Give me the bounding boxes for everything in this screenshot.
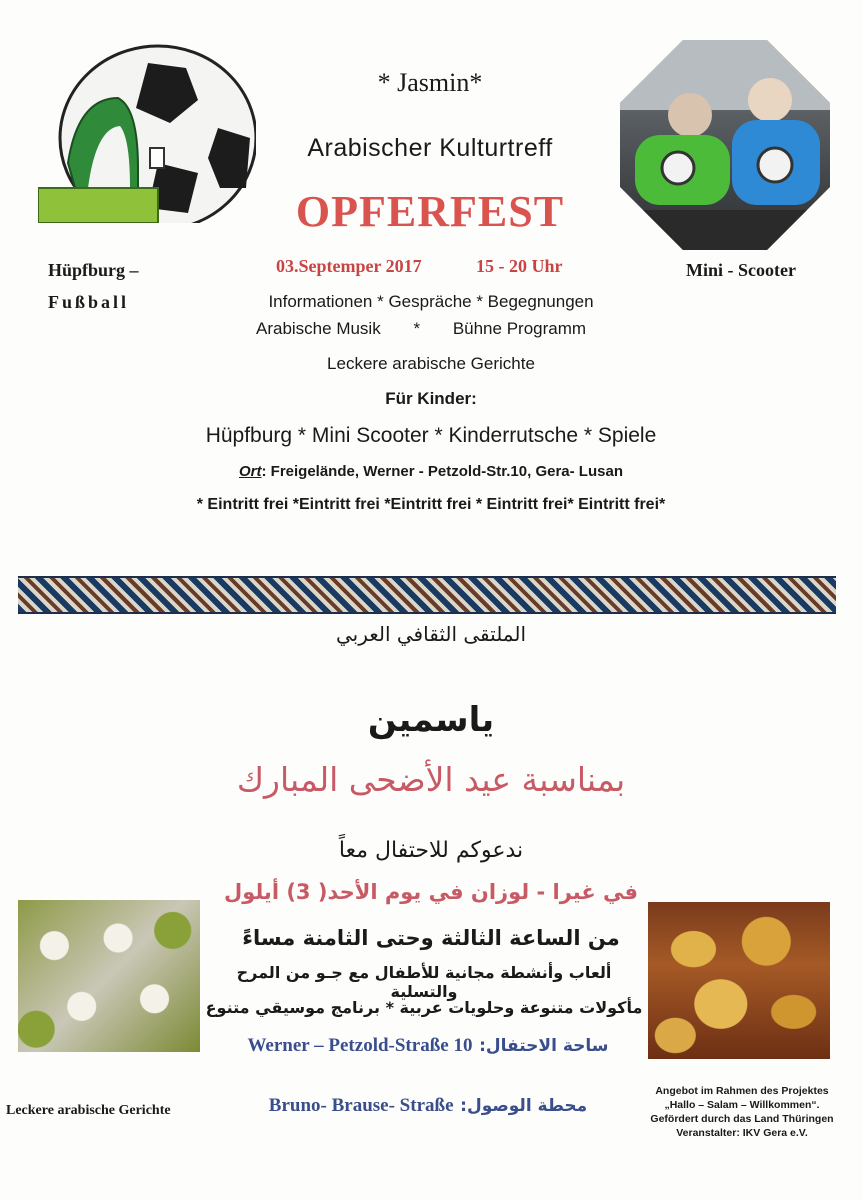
location-label: Ort bbox=[239, 463, 262, 480]
bouncy-castle-image bbox=[38, 38, 256, 223]
venue-label: ساحة الاحتفال: bbox=[479, 1036, 609, 1056]
location-line bbox=[120, 463, 742, 480]
stage-text: Bühne Programm bbox=[452, 319, 587, 338]
arabic-food: مأكولات متنوعة وحلويات عربية * برنامج موسيقي متنوع bbox=[205, 998, 643, 1017]
footer-credits bbox=[626, 1084, 858, 1140]
footer-line2: „Hallo – Salam – Willkommen“. bbox=[664, 1099, 820, 1111]
footer-line3: Gefördert durch das Land Thüringen bbox=[650, 1113, 834, 1125]
arabic-org-name: الملتقى الثقافي العربي bbox=[335, 622, 527, 646]
food-image-caption: Leckere arabische Gerichte bbox=[6, 1103, 171, 1118]
arabic-where-when: في غيرا - لوزان في يوم الأحد( 3) أيلول bbox=[223, 880, 639, 904]
program-line2 bbox=[256, 319, 656, 339]
venue-street: Werner – Petzold-Straße 10 bbox=[247, 1035, 473, 1056]
decorative-border bbox=[18, 576, 836, 614]
arabic-sweets-image bbox=[18, 900, 200, 1052]
food-text: Leckere arabische Gerichte bbox=[327, 354, 535, 373]
stop-line bbox=[204, 1094, 652, 1117]
organizer-title: Arabischer Kulturtreff bbox=[307, 134, 553, 162]
arabic-activities: ألعاب وأنشطة مجانية للأطفال مع جـو من المرح والتسلية bbox=[236, 963, 612, 1001]
arabic-event-name: ياسمين bbox=[367, 700, 495, 740]
event-time: 15 - 20 Uhr bbox=[476, 256, 563, 276]
mini-scooter-image bbox=[620, 40, 830, 250]
event-title: OPFERFEST bbox=[295, 187, 565, 236]
free-entry-line: * Eintritt frei *Eintritt frei *Eintritt frei * Eintritt frei* Eintritt frei* bbox=[196, 496, 666, 513]
music-text: Arabische Musik bbox=[256, 319, 381, 338]
event-date: 03.Septemper 2017 bbox=[276, 256, 422, 276]
stop-street: Bruno- Brause- Straße bbox=[268, 1095, 454, 1116]
program-line1: Informationen * Gespräche * Begegnungen bbox=[268, 292, 594, 311]
baklava-image bbox=[648, 902, 830, 1059]
separator-star: * bbox=[413, 319, 421, 338]
arabic-occasion: بمناسبة عيد الأضحى المبارك bbox=[236, 760, 626, 799]
location-text: : Freigelände, Werner - Petzold-Str.10, Gera- Lusan bbox=[261, 463, 623, 480]
right-caption: Mini - Scooter bbox=[686, 260, 796, 280]
footer-line1: Angebot im Rahmen des Projektes bbox=[655, 1085, 829, 1097]
event-name: * Jasmin* bbox=[377, 68, 483, 97]
stop-label: محطة الوصول: bbox=[460, 1096, 588, 1116]
arabic-hours: من الساعة الثالثة وحتى الثامنة مساءً bbox=[242, 926, 620, 950]
left-caption-line1: Hüpfburg – bbox=[48, 260, 139, 280]
left-caption-line2: Fußball bbox=[48, 292, 130, 312]
arabic-invite: ندعوكم للاحتفال معاً bbox=[338, 838, 524, 863]
venue-line bbox=[204, 1034, 652, 1057]
kids-label: Für Kinder: bbox=[385, 389, 477, 408]
footer-line4: Veranstalter: IKV Gera e.V. bbox=[676, 1127, 808, 1139]
kids-activities: Hüpfburg * Mini Scooter * Kinderrutsche * Spiele bbox=[205, 424, 657, 447]
